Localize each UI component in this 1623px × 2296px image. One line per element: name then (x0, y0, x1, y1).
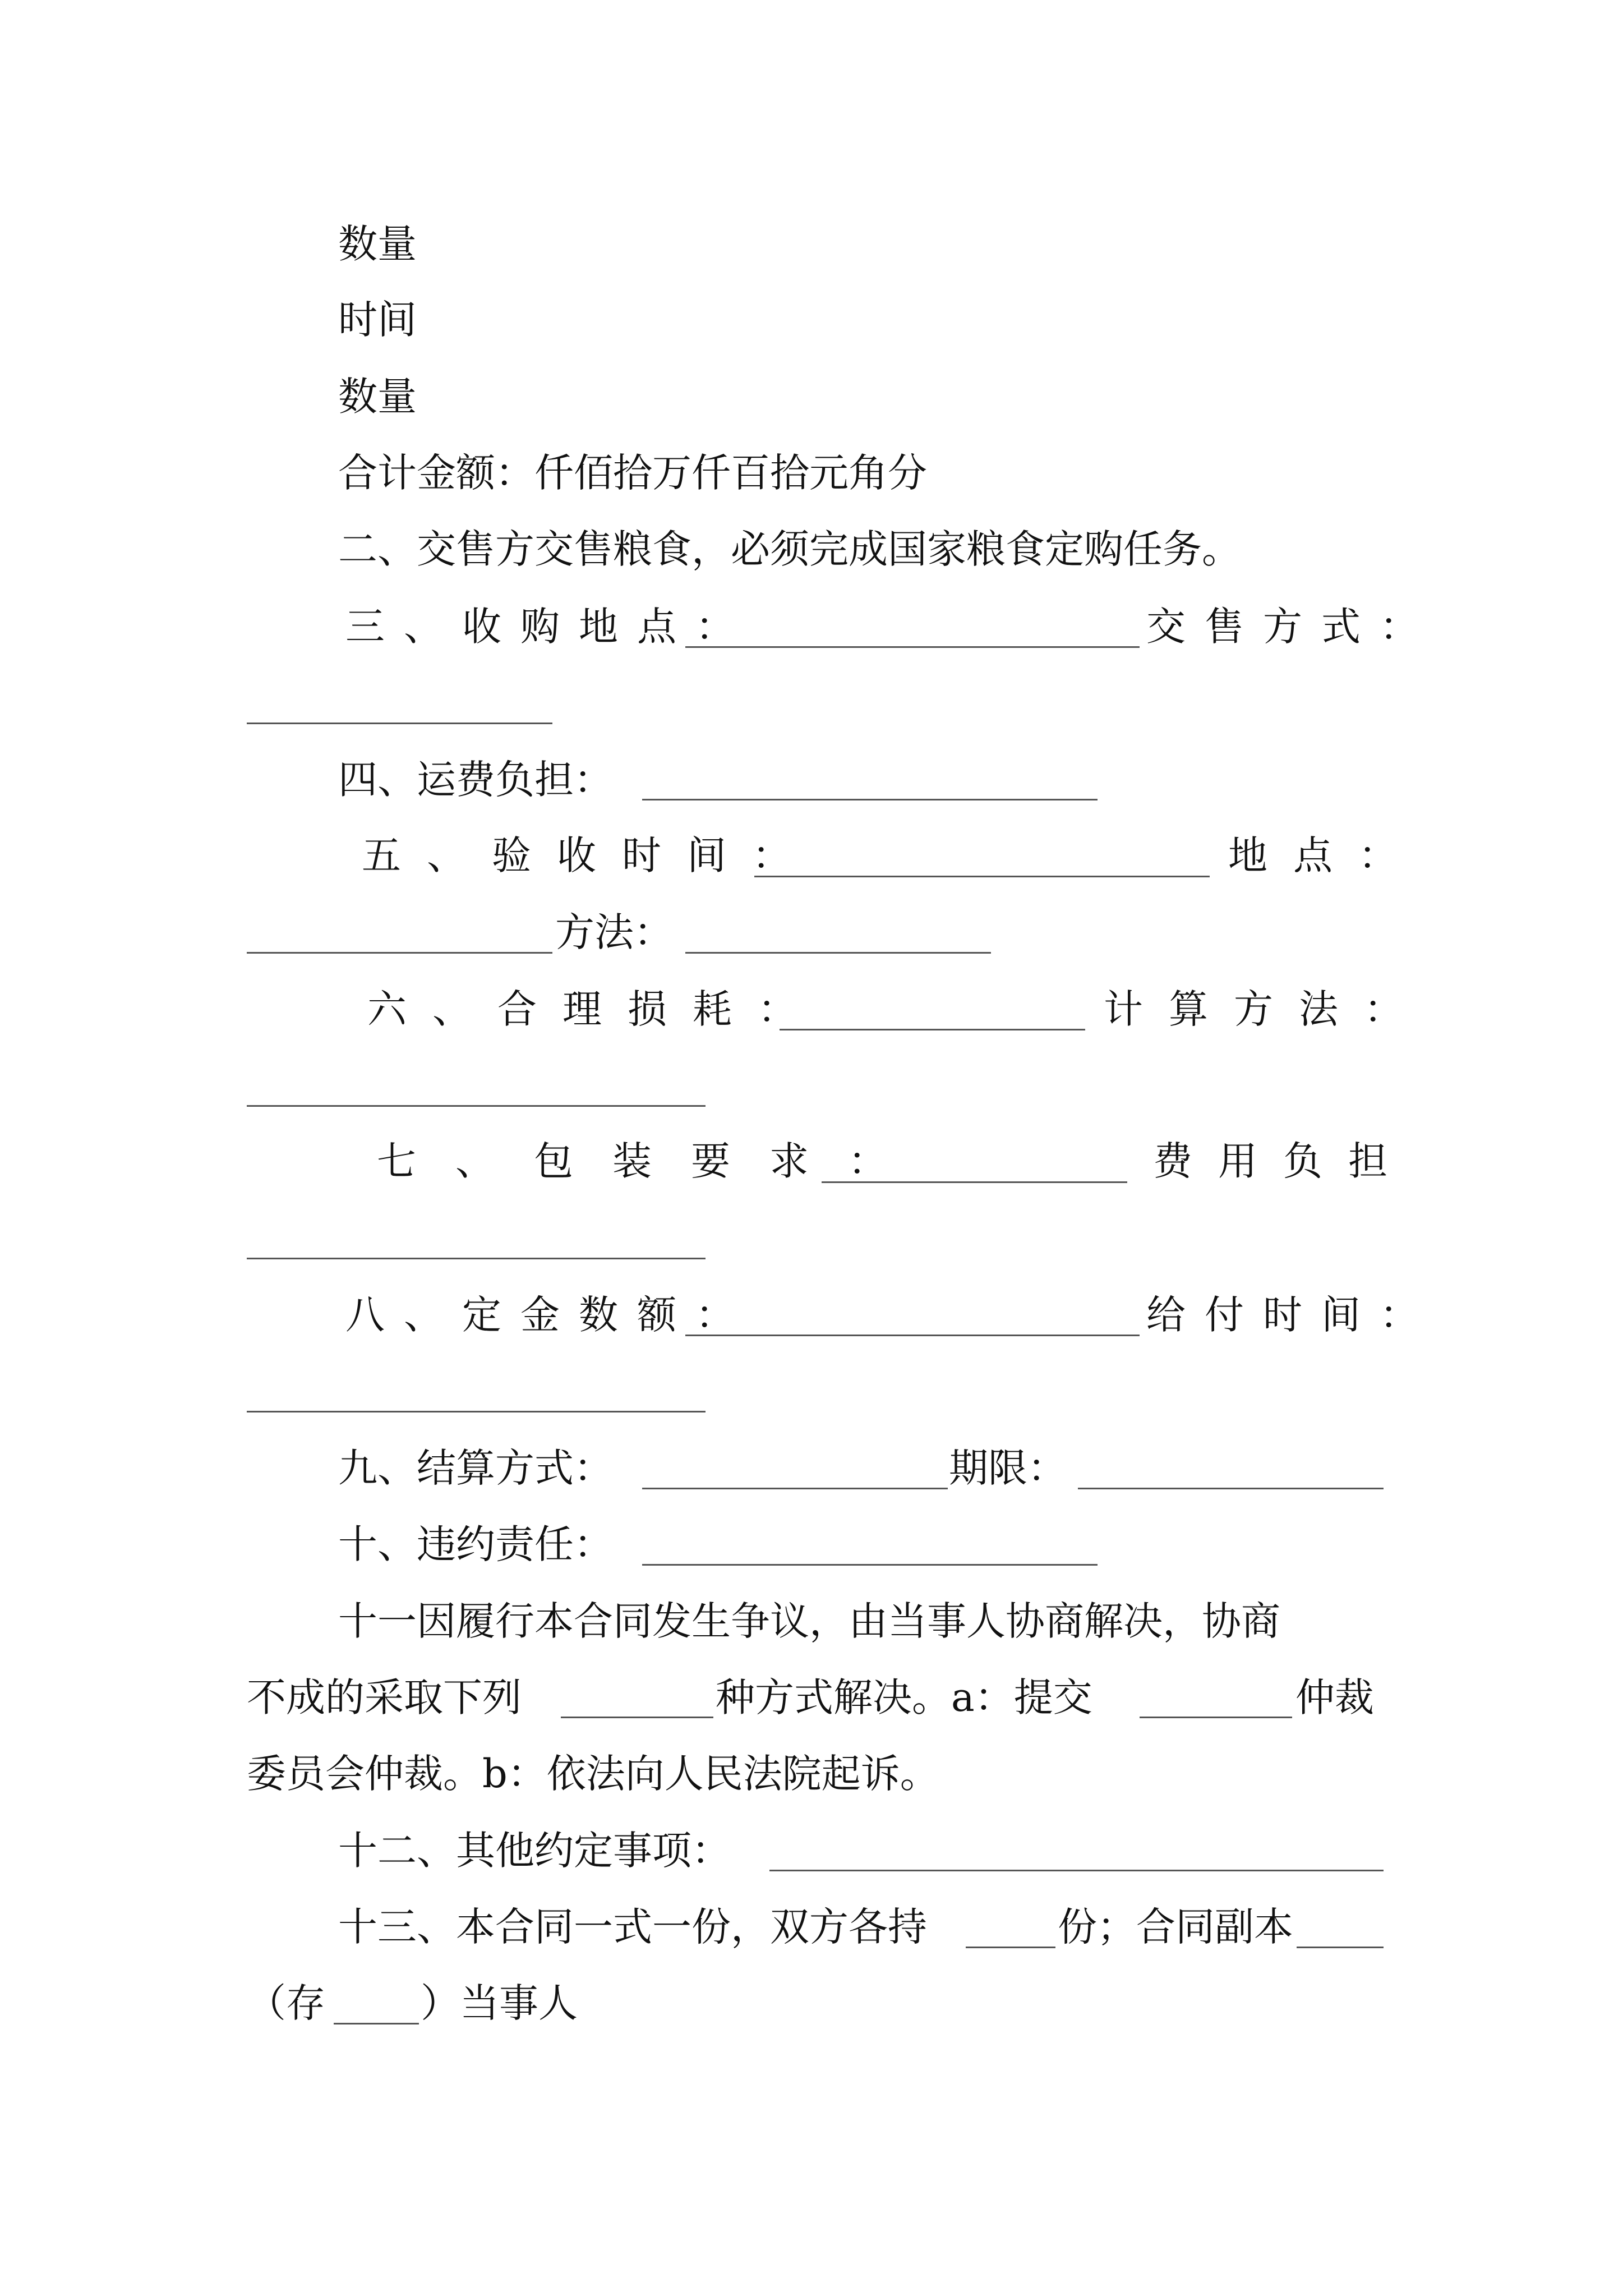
total-amount-line: 合计金额：仟佰拾万仟百拾元角分 (338, 450, 927, 496)
calculation-method-label: 计算方法： (1104, 986, 1429, 1032)
clause-10-liability-label: 十、违约责任： (338, 1521, 613, 1567)
clause-4-freight-label: 四、运费负担： (338, 757, 613, 803)
clause-5-inspection-time-label: 五、验收时间： (362, 832, 817, 878)
clause-11-line-2-end: 仲裁 (1295, 1674, 1374, 1720)
loss-blank (780, 1029, 1085, 1030)
calculation-method-blank (247, 1105, 706, 1107)
cost-burden-blank (247, 1258, 706, 1259)
stored-copies-blank (334, 2023, 419, 2024)
clause-13-line-1-start: 十三、本合同一式一份，双方各持 (338, 1904, 927, 1950)
clause-11-line-3: 委员会仲裁。b：依法向人民法院起诉。 (247, 1751, 939, 1797)
settlement-blank (642, 1488, 948, 1489)
freight-blank (642, 799, 1098, 800)
inspection-place-label: 地点： (1228, 832, 1423, 878)
inspection-method-blank (685, 952, 991, 954)
liability-blank (642, 1564, 1098, 1566)
clause-11-line-2-mid: 种方式解决。a：提交 (716, 1674, 1092, 1720)
clause-6-loss-label: 六、合理损耗： (367, 986, 823, 1032)
duplicate-copies-blank (1297, 1947, 1384, 1948)
delivery-method-blank (247, 723, 552, 724)
other-matters-blank (769, 1870, 1384, 1871)
dispute-method-count-blank (561, 1717, 713, 1718)
term-blank (1078, 1488, 1384, 1489)
inspection-place-blank (247, 952, 552, 954)
copies-each-blank (966, 1947, 1055, 1948)
clause-9-settlement-label: 九、结算方式： (338, 1445, 613, 1491)
clause-13-line-2-start: （存 (247, 1980, 325, 2026)
clause-12-other-matters-label: 十二、其他约定事项： (338, 1828, 731, 1874)
payment-time-blank (247, 1411, 706, 1412)
inspection-time-blank (754, 876, 1210, 877)
payment-time-label: 给付时间： (1146, 1292, 1438, 1338)
clause-8-deposit-label: 八、定金数额： (345, 1292, 754, 1338)
quantity-label: 数量 (338, 221, 417, 267)
clause-7-packaging-label: 七、包装要求： (377, 1138, 926, 1184)
inspection-method-label: 方法： (555, 909, 673, 955)
cost-burden-label: 费用负担 (1153, 1138, 1413, 1184)
quantity-label-2: 数量 (338, 374, 417, 420)
arbitration-body-blank (1140, 1717, 1292, 1718)
clause-2: 二、交售方交售粮食，必须完成国家粮食定购任务。 (338, 526, 1241, 572)
deposit-blank (685, 1335, 1140, 1336)
clause-13-line-1-mid: 份；合同副本 (1058, 1904, 1293, 1950)
packaging-blank (822, 1181, 1127, 1183)
clause-11-line-1: 十一因履行本合同发生争议，由当事人协商解决，协商 (338, 1598, 1280, 1644)
time-label: 时间 (338, 297, 417, 343)
term-label: 期限： (949, 1445, 1067, 1491)
clause-13-line-2-end: ）当事人 (421, 1980, 578, 2026)
delivery-method-label: 交售方式： (1146, 604, 1438, 650)
clause-11-line-2-start: 不成的采取下列 (247, 1674, 522, 1720)
purchase-location-blank (685, 646, 1140, 648)
clause-3-purchase-location-label: 三、收购地点： (345, 604, 754, 650)
